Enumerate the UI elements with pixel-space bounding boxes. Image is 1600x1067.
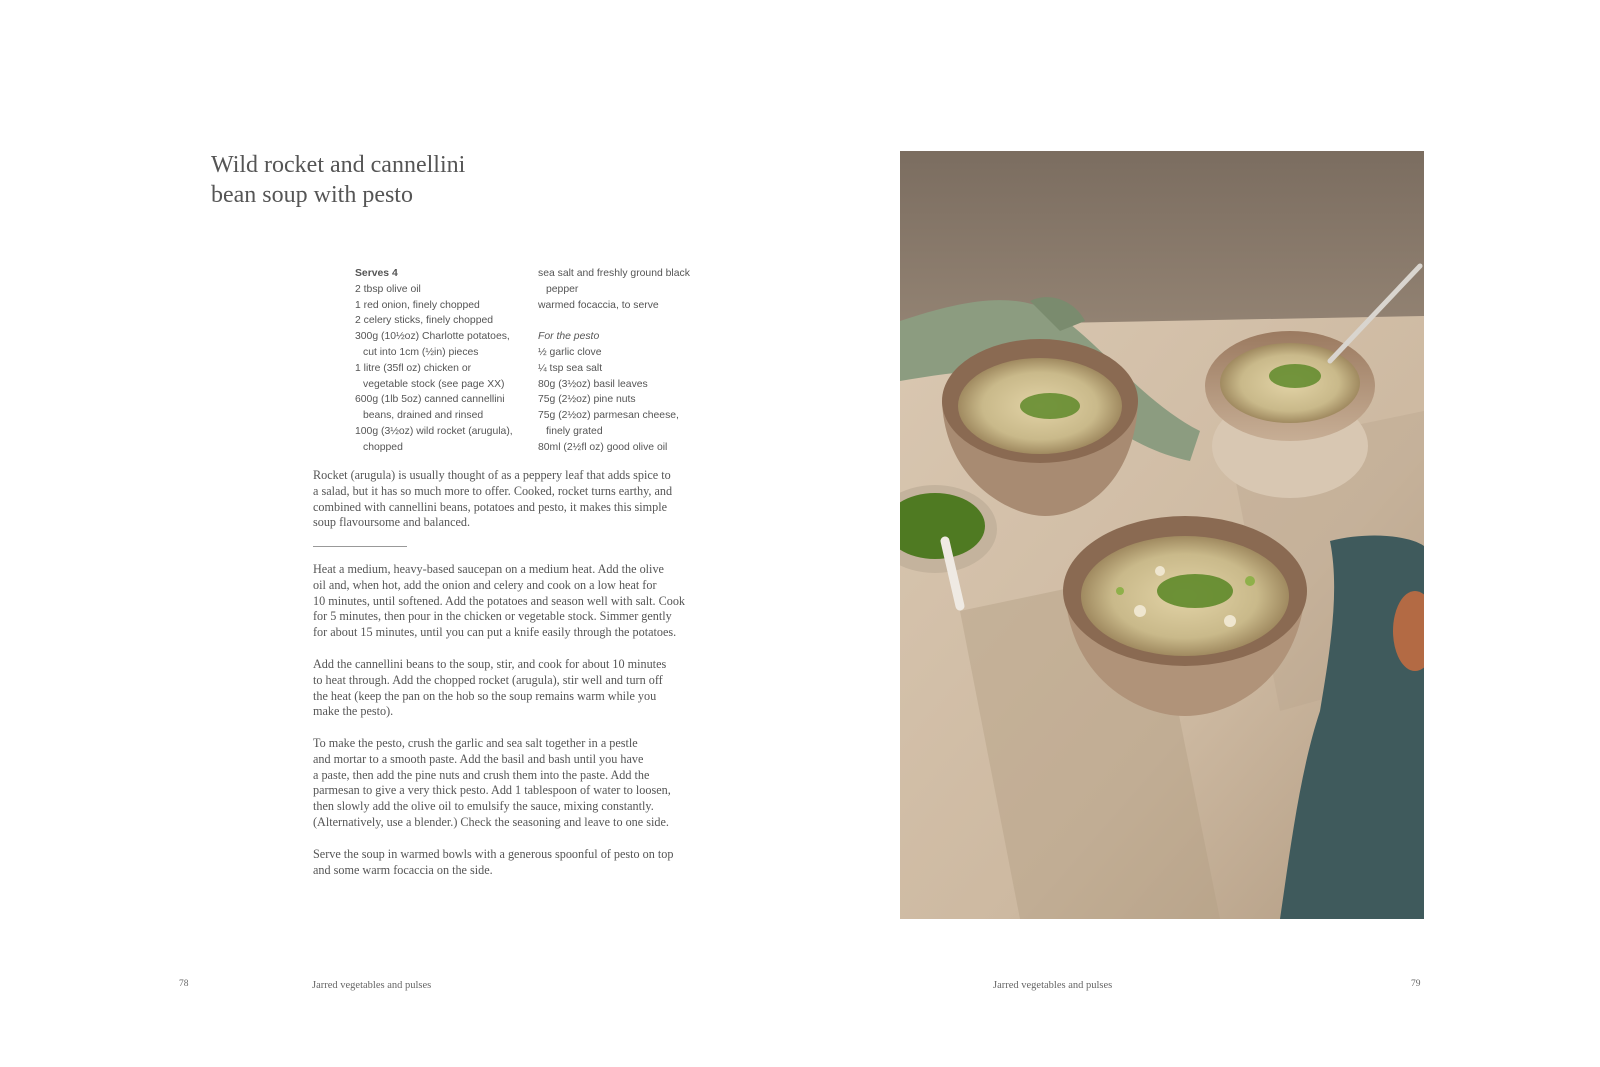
pesto-dollop-2 <box>1020 393 1080 419</box>
recipe-title-line-1: Wild rocket and cannellini <box>211 152 466 178</box>
ingredient-line: 80g (3½oz) basil leaves <box>538 378 648 390</box>
ingredient-line: 2 tbsp olive oil <box>355 283 421 295</box>
text-line: then slowly add the olive oil to emulsify the sauce, mixing constantly. <box>313 799 654 814</box>
text-line: Rocket (arugula) is usually thought of as a peppery leaf that adds spice to <box>313 468 671 482</box>
text-line: Heat a medium, heavy-based saucepan on a medium heat. Add the olive <box>313 562 664 576</box>
pesto-dollop-3 <box>1157 574 1233 608</box>
rocket-leaf <box>1245 576 1255 586</box>
text-line: to heat through. Add the chopped rocket (arugula), stir well and turn off <box>313 672 663 687</box>
bean <box>1134 605 1146 617</box>
ingredient-line: chopped <box>363 441 403 453</box>
recipe-title-line-2: bean soup with pesto <box>211 182 413 208</box>
ingredient-line: 75g (2½oz) parmesan cheese, <box>538 410 679 422</box>
ingredient-line: pepper <box>546 283 579 295</box>
right-page <box>800 0 1600 1067</box>
bean <box>1224 615 1236 627</box>
text-line: oil and, when hot, add the onion and celery and cook on a low heat for <box>313 577 657 592</box>
ingredient-line: 80ml (2½fl oz) good olive oil <box>538 441 668 453</box>
ingredients-column-2 <box>538 266 718 456</box>
text-line: and some warm focaccia on the side. <box>313 862 493 877</box>
left-page-number: 78 <box>179 979 189 989</box>
ingredient-line: cut into 1cm (½in) pieces <box>363 346 479 358</box>
method-step-4 <box>313 847 713 879</box>
bean <box>1155 566 1165 576</box>
left-running-head: Jarred vegetables and pulses <box>312 980 432 991</box>
ingredient-line: 100g (3½oz) wild rocket (arugula), <box>355 425 513 437</box>
method-step-2 <box>313 657 713 720</box>
ingredient-line: 600g (1lb 5oz) canned cannellini <box>355 394 505 406</box>
ingredient-line: ¼ tsp sea salt <box>538 362 603 374</box>
recipe-introduction <box>313 468 713 531</box>
pesto-dollop <box>1269 364 1321 388</box>
ingredient-line: 300g (10½oz) Charlotte potatoes, <box>355 331 510 343</box>
text-line: Add the cannellini beans to the soup, stir, and cook for about 10 minutes <box>313 657 667 671</box>
ingredient-line: finely grated <box>546 425 603 437</box>
text-line: To make the pesto, crush the garlic and sea salt together in a pestle <box>313 736 638 750</box>
ingredient-line: vegetable stock (see page XX) <box>363 378 505 390</box>
text-line: for about 15 minutes, until you can put a knife easily through the potatoes. <box>313 625 677 640</box>
ingredient-line: 1 red onion, finely chopped <box>355 299 480 311</box>
ingredient-line: warmed focaccia, to serve <box>538 299 659 311</box>
text-line: make the pesto). <box>313 704 394 719</box>
ingredient-line: 1 litre (35fl oz) chicken or <box>355 362 472 374</box>
text-line: a paste, then add the pine nuts and crush them into the paste. Add the <box>313 767 650 782</box>
section-divider <box>313 546 407 547</box>
soup-photo-illustration <box>900 151 1424 919</box>
right-page-number: 79 <box>1411 979 1421 989</box>
text-line: (Alternatively, use a blender.) Check the seasoning and leave to one side. <box>313 814 669 829</box>
text-line: a salad, but it has so much more to offer. Cooked, rocket turns earthy, and <box>313 483 673 498</box>
serves-label: Serves 4 <box>355 268 398 279</box>
method-step-1 <box>313 562 713 641</box>
ingredient-line: ½ garlic clove <box>538 346 602 358</box>
pesto-subheading: For the pesto <box>538 331 600 343</box>
ingredient-line: 2 celery sticks, finely chopped <box>355 315 494 327</box>
ingredient-line: beans, drained and rinsed <box>363 410 484 422</box>
text-line: parmesan to give a very thick pesto. Add 1 tablespoon of water to loosen, <box>313 783 671 798</box>
ingredient-line: sea salt and freshly ground black <box>538 268 690 279</box>
text-line: 10 minutes, until softened. Add the potatoes and season well with salt. Cook <box>313 593 686 608</box>
recipe-title <box>211 150 465 210</box>
text-line: Serve the soup in warmed bowls with a generous spoonful of pesto on top <box>313 847 674 861</box>
ingredients-column-1 <box>355 266 535 456</box>
text-line: the heat (keep the pan on the hob so the soup remains warm while you <box>313 688 657 703</box>
method-step-3 <box>313 736 713 831</box>
rocket-leaf <box>1116 587 1124 595</box>
soup-photograph <box>900 151 1424 919</box>
ingredient-line: 75g (2½oz) pine nuts <box>538 394 636 406</box>
ingredient-spacer <box>538 313 718 329</box>
right-running-head: Jarred vegetables and pulses <box>993 980 1113 991</box>
text-line: for 5 minutes, then pour in the chicken or vegetable stock. Simmer gently <box>313 609 672 624</box>
text-line: and mortar to a smooth paste. Add the basil and bash until you have <box>313 751 644 766</box>
text-line: combined with cannellini beans, potatoes and pesto, it makes this simple <box>313 499 668 514</box>
text-line: soup flavoursome and balanced. <box>313 515 471 530</box>
